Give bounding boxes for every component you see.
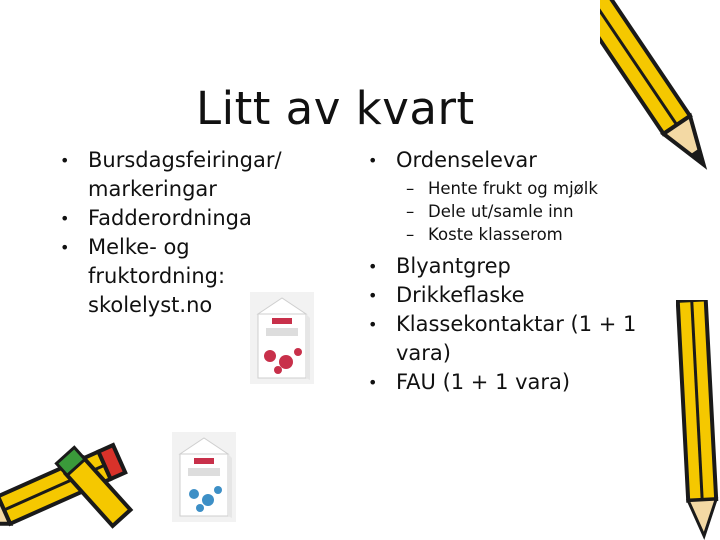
list-item bbox=[368, 281, 668, 310]
list-item bbox=[368, 368, 668, 397]
list-item bbox=[60, 146, 320, 204]
dash: – bbox=[406, 225, 415, 244]
pencil-icon bbox=[0, 430, 150, 540]
list-item bbox=[368, 310, 668, 368]
pencil-icon bbox=[676, 300, 720, 540]
bullet: • bbox=[60, 209, 70, 228]
bullet: • bbox=[368, 286, 378, 305]
sub-list-item bbox=[406, 223, 668, 246]
list-item-text: Blyantgrep bbox=[396, 254, 511, 278]
list-item-text: Melke- og fruktordning: skolelyst.no bbox=[88, 235, 226, 317]
pencil-icon bbox=[600, 0, 720, 200]
list-item bbox=[368, 252, 668, 281]
list-item-text: FAU (1 + 1 vara) bbox=[396, 370, 571, 394]
bullet: • bbox=[368, 257, 378, 276]
sub-list-item-text: Koste klasserom bbox=[428, 225, 563, 244]
dash: – bbox=[406, 179, 415, 198]
list-item-text: Fadderordninga bbox=[88, 206, 252, 230]
sub-list-item-text: Dele ut/samle inn bbox=[428, 202, 574, 221]
bullet: • bbox=[368, 315, 378, 334]
list-item-text: Klassekontaktar (1 + 1 vara) bbox=[396, 312, 637, 365]
list-item-text: Drikkeflaske bbox=[396, 283, 525, 307]
bullet: • bbox=[60, 151, 70, 170]
slide-title: Litt av kvart bbox=[196, 82, 475, 135]
bullet: • bbox=[368, 151, 378, 170]
list-item-text: Ordenselevar bbox=[396, 148, 537, 172]
list-item bbox=[60, 204, 320, 233]
sub-list-item bbox=[406, 200, 668, 223]
sub-list-item-text: Hente frukt og mjølk bbox=[428, 179, 598, 198]
milk-carton-icon bbox=[250, 292, 314, 384]
bullet: • bbox=[368, 373, 378, 392]
dash: – bbox=[406, 202, 415, 221]
bullet: • bbox=[60, 238, 70, 257]
list-item-text: Bursdagsfeiringar/ markeringar bbox=[88, 148, 282, 201]
milk-carton-icon bbox=[172, 432, 236, 522]
